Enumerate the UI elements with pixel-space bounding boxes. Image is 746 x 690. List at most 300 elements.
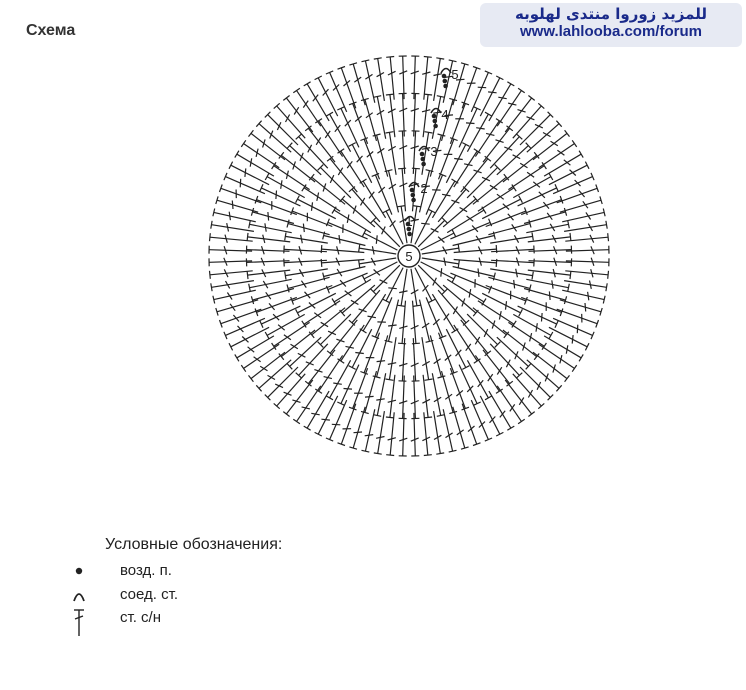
- stitch-s11-r3-2: [341, 325, 364, 361]
- stitch-s13-r5-3-cross: [238, 326, 244, 332]
- stitch-s10-r5-4-cross: [354, 432, 363, 433]
- stitch-s5-r3-2-cross: [514, 280, 515, 289]
- stitch-s10-r2-0: [402, 301, 405, 344]
- stitch-s4-r4-2-top: [570, 233, 571, 241]
- stitch-s0-r4-1: [423, 95, 428, 138]
- stitch-s2-r5-2-cross: [535, 124, 543, 128]
- stitch-s18-r5-1-top: [304, 82, 311, 86]
- stitch-s19-r5-2-top: [374, 58, 382, 59]
- stitch-s12-r4-3: [281, 330, 315, 357]
- stitch-s9-r3-1: [422, 337, 429, 380]
- stitch-s17-r5-4-top: [283, 96, 289, 101]
- chain-dot-r4-0: [432, 114, 437, 119]
- stitch-s10-r4-2-cross: [376, 399, 384, 400]
- stitch-s4-r5-4: [566, 250, 609, 251]
- stitch-s6-r4-2-cross: [536, 323, 537, 332]
- stitch-s17-r5-2: [268, 115, 298, 145]
- stitch-s5-r4-2: [526, 279, 568, 287]
- stitch-s17-r5-3-cross: [286, 115, 290, 123]
- stitch-s1-r5-4: [497, 91, 521, 127]
- stitch-s13-r3-2-cross: [305, 292, 311, 298]
- stitch-s15-r5-1-top: [210, 233, 211, 241]
- stitch-s1-r1-0-cross: [421, 223, 430, 224]
- stitch-s2-r4-3: [503, 155, 537, 182]
- stitch-s19-r4-2: [390, 95, 395, 138]
- stitch-s8-r4-3-cross: [456, 390, 463, 396]
- stitch-s10-r5-3-cross: [365, 435, 374, 436]
- stitch-s0-r5-1-top: [424, 57, 432, 58]
- stitch-s6-r4-3: [508, 322, 544, 346]
- stitch-s17-r2-0-cross: [353, 206, 356, 214]
- stitch-s6-r5-3-cross: [566, 345, 568, 353]
- stitch-s4-r4-2: [528, 237, 571, 242]
- stitch-s18-r4-3-cross: [355, 116, 362, 122]
- stitch-s3-r1-0: [421, 233, 454, 250]
- stitch-s12-r5-3-cross: [268, 375, 276, 379]
- stitch-s8-r1-0-cross: [423, 285, 429, 291]
- stitch-s2-r5-4: [533, 133, 567, 159]
- stitch-s16-r5-3-cross: [250, 158, 252, 166]
- stitch-s10-r3-1-cross: [388, 363, 396, 365]
- stitch-s19-r3-2: [402, 131, 404, 174]
- stitch-s14-r5-4: [209, 261, 252, 262]
- stitch-s19-r2-1: [402, 169, 405, 212]
- stitch-s12-r3-1: [321, 314, 351, 344]
- stitch-s8-r5-4-cross: [468, 426, 475, 432]
- stitch-s19-r3-1-top: [386, 132, 394, 133]
- stitch-s15-r5-1: [210, 237, 253, 241]
- stitch-s3-r2-1-cross: [472, 226, 478, 232]
- stitch-s8-r1-0: [415, 268, 432, 301]
- stitch-s10-r5-3: [365, 409, 374, 451]
- stitch-s16-r5-2-cross: [245, 168, 246, 177]
- stitch-s1-r3-1-cross: [454, 159, 463, 160]
- stitch-s16-r3-2: [304, 188, 340, 211]
- stitch-s18-r3-2-cross: [367, 152, 373, 158]
- stitch-s16-r2-0: [328, 222, 368, 239]
- stitch-s11-r1-0: [386, 268, 403, 301]
- stitch-s17-r1-0-cross: [382, 227, 386, 235]
- stitch-s13-r1-0-cross: [374, 270, 380, 276]
- stitch-s14-r1-0-top: [359, 260, 360, 268]
- legend-item-slip-stitch: [72, 585, 332, 607]
- chain-dot-r2-1: [411, 193, 416, 198]
- stitch-s16-r1-0-cross: [376, 235, 377, 244]
- stitch-s4-r4-1: [526, 224, 568, 232]
- stitch-s5-r5-4: [560, 300, 601, 312]
- stitch-s6-r5-3: [544, 336, 581, 358]
- stitch-s1-r5-0: [462, 68, 477, 109]
- stitch-s12-r4-2-cross: [298, 353, 306, 357]
- stitch-s14-r3-2: [284, 260, 327, 262]
- stitch-s19-r3-1: [389, 132, 396, 175]
- stitch-s0-r5-2: [434, 59, 441, 101]
- stitch-s9-r2-1: [413, 301, 416, 344]
- stitch-s18-r4-2-cross: [345, 120, 351, 126]
- stitch-s4-r5-3: [565, 237, 608, 241]
- stitch-s2-r5-3-cross: [543, 133, 551, 137]
- chain-dot-r4-2: [433, 124, 438, 129]
- chain-dot-r3-0: [420, 152, 425, 157]
- stitch-s18-r5-0-top: [293, 88, 300, 93]
- stitch-s8-r5-1: [489, 391, 511, 428]
- stitch-s10-r4-3-cross: [365, 396, 374, 397]
- stitch-s6-r1-0-cross: [441, 268, 442, 277]
- stitch-s12-r5-2: [268, 367, 298, 397]
- stitch-s14-r3-1: [285, 269, 328, 276]
- stitch-s8-r2-1-cross: [433, 319, 439, 325]
- stitch-s1-r5-3-cross: [498, 97, 506, 99]
- chain-dot-r3-2: [421, 162, 426, 167]
- stitch-s10-r5-0: [403, 413, 404, 456]
- stitch-s11-r2-1: [363, 294, 386, 331]
- stitch-s14-r2-0: [324, 267, 366, 277]
- stitch-s5-r3-1: [490, 269, 533, 276]
- stitch-s16-r3-1-cross: [312, 202, 313, 211]
- stitch-s7-r1-0-cross: [433, 278, 437, 286]
- stitch-s0-r4-0: [414, 94, 416, 137]
- stitch-s8-r4-1-top: [485, 396, 492, 400]
- stitch-s2-r5-4-top: [565, 130, 570, 136]
- stitch-s11-r2-1-cross: [368, 316, 376, 318]
- stitch-s11-r4-2: [330, 360, 351, 398]
- stitch-s13-r5-4-cross: [233, 315, 239, 322]
- stitch-s2-r5-3: [527, 124, 559, 153]
- stitch-s2-r2-1: [443, 199, 476, 227]
- stitch-s10-r4-3: [365, 371, 377, 412]
- stitch-s15-r2-0: [322, 249, 365, 252]
- stitch-s14-r2-1: [322, 260, 365, 263]
- stitch-s17-r5-1: [259, 124, 291, 153]
- stitch-s9-r4-2: [423, 375, 428, 418]
- stitch-s14-r5-1: [214, 290, 256, 299]
- stitch-s18-r1-0-cross: [390, 221, 396, 227]
- stitch-s3-r3-0: [478, 188, 514, 211]
- stitch-s18-r4-1-top: [326, 112, 333, 116]
- stitch-s6-r4-2: [513, 314, 551, 335]
- stitch-s5-r3-2: [488, 277, 530, 288]
- stitch-s5-r5-2-top: [606, 283, 607, 291]
- stitch-s15-r3-1: [285, 236, 328, 243]
- stitch-s1-r2-1: [432, 181, 455, 218]
- round-label-4: 4: [441, 107, 449, 122]
- stitch-s11-r2-0: [375, 297, 392, 337]
- stitch-s1-r4-1-cross: [466, 123, 475, 124]
- stitch-s4-r3-2: [491, 249, 534, 251]
- round-label-5: 5: [451, 67, 459, 82]
- stitch-s12-r5-0-top: [283, 412, 289, 417]
- slip-stitch-arc-icon: [72, 585, 88, 607]
- stitch-s3-r2-0: [447, 210, 484, 233]
- stitch-s6-r5-4: [539, 344, 575, 368]
- stitch-s1-r2-0: [426, 175, 443, 215]
- stitch-s17-r5-3: [277, 106, 306, 138]
- stitch-s16-r3-1-top: [296, 196, 300, 203]
- stitch-s6-r5-3-top: [579, 354, 583, 361]
- stitch-s3-r4-1-top: [549, 173, 553, 180]
- stitch-s6-r5-2-cross: [572, 335, 573, 344]
- stitch-s9-r5-0: [453, 407, 465, 448]
- stitch-s18-r3-1-cross: [357, 156, 363, 162]
- stitch-s11-r1-0-cross: [388, 288, 397, 289]
- stitch-s12-r4-1: [299, 344, 328, 376]
- stitch-s13-r3-0: [304, 301, 340, 324]
- stitch-s7-r5-2: [520, 367, 550, 397]
- stitch-s6-r5-4-top: [572, 365, 577, 372]
- stitch-s17-r3-1: [321, 168, 351, 198]
- stitch-s0-r5-2-top: [436, 58, 444, 59]
- stitch-s18-r3-1-top: [349, 143, 356, 147]
- stitch-s10-r3-2-cross: [377, 361, 386, 362]
- stitch-s9-r5-1: [443, 409, 452, 451]
- stitch-s19-r4-1-top: [373, 96, 381, 98]
- stitch-s8-r3-2-cross: [445, 355, 451, 361]
- stitch-s5-r5-0: [566, 261, 609, 262]
- stitch-s18-r2-1: [375, 175, 392, 215]
- chain-dot-r3-1: [421, 157, 426, 162]
- chain-dot-r2-2: [411, 198, 416, 203]
- stitch-s15-r2-1: [324, 236, 366, 246]
- stitch-s10-r3-0: [402, 338, 404, 381]
- stitch-s10-r4-1: [390, 375, 395, 418]
- stitch-s1-r5-3-top: [507, 82, 514, 86]
- stitch-s15-r3-0: [284, 249, 327, 251]
- stitch-s7-r3-1-cross: [484, 329, 488, 337]
- stitch-s13-r2-1: [328, 273, 368, 290]
- stitch-s15-r4-2-top: [249, 220, 251, 228]
- stitch-s11-r4-2-cross: [333, 383, 342, 384]
- stitch-s2-r5-0-top: [528, 96, 534, 101]
- stitch-s14-r4-2: [248, 270, 291, 275]
- stitch-s3-r3-1-cross: [503, 204, 509, 210]
- stitch-s4-r5-2-top: [606, 221, 607, 229]
- stitch-s15-r5-3: [214, 212, 256, 221]
- stitch-s13-r4-1-top: [265, 332, 269, 339]
- stitch-s6-r2-1-cross: [469, 289, 471, 297]
- stitch-s13-r2-1-cross: [340, 280, 346, 286]
- stitch-s8-r2-1: [426, 297, 443, 337]
- chain-dot-r4-1: [433, 119, 438, 124]
- stitch-s2-r3-1-cross: [482, 177, 490, 181]
- stitch-s16-r4-2-top: [265, 173, 269, 180]
- stitch-s9-r4-1-top: [437, 415, 445, 417]
- stitch-s0-r5-1: [424, 57, 428, 100]
- stitch-s0-r5-0: [414, 56, 415, 99]
- center-ring-label: 5: [405, 249, 413, 264]
- stitch-s19-r4-3: [403, 94, 405, 137]
- stitch-s6-r2-0: [450, 273, 490, 290]
- stitch-s12-r3-1-cross: [328, 331, 336, 335]
- stitch-s16-r4-2-cross: [281, 180, 282, 189]
- stitch-s16-r5-0: [221, 188, 261, 203]
- stitch-s19-r5-0: [353, 64, 365, 105]
- stitch-s17-r4-1-cross: [300, 153, 303, 161]
- stitch-s5-r2-0: [454, 260, 497, 263]
- stitch-s7-r5-2-cross: [537, 382, 541, 390]
- stitch-s18-r5-1: [307, 84, 329, 121]
- stitch-s6-r4-1-cross: [542, 313, 543, 322]
- stitch-s6-r1-0: [421, 262, 454, 279]
- stitch-s9-r3-1-top: [425, 379, 433, 380]
- stitch-s5-r4-0: [529, 261, 572, 263]
- stitch-s8-r5-4: [462, 404, 477, 445]
- stitch-s11-r5-1-cross: [332, 424, 341, 425]
- stitch-s9-r3-2: [413, 338, 415, 381]
- stitch-s4-r5-1: [562, 212, 604, 221]
- stitch-s7-r4-1: [497, 337, 529, 366]
- stitch-s15-r5-4-cross: [232, 201, 233, 210]
- stitch-s0-r3-1-top: [425, 132, 433, 133]
- stitch-s11-r4-1-cross: [344, 389, 353, 390]
- stitch-s0-r1-0-top: [413, 206, 421, 207]
- stitch-s15-r5-2-top: [211, 221, 212, 229]
- stitch-s18-r2-0: [363, 181, 386, 218]
- stitch-s2-r4-1-cross: [504, 147, 512, 150]
- stitch-s5-r2-1: [453, 267, 495, 277]
- stitch-s12-r5-1-cross: [284, 392, 292, 395]
- stitch-s14-r5-0: [217, 300, 258, 312]
- stitch-s19-r4-0: [365, 100, 377, 141]
- stitch-s10-r5-2-top: [374, 453, 382, 454]
- stitch-s14-r5-3: [210, 271, 253, 275]
- stitch-s5-r4-2-top: [568, 284, 570, 292]
- stitch-s10-r2-1-cross: [388, 325, 397, 326]
- stitch-s3-r5-4-cross: [579, 191, 585, 198]
- stitch-s12-r1-0: [373, 265, 399, 291]
- stitch-s15-r4-2: [250, 224, 292, 232]
- stitch-s16-r2-1: [334, 210, 371, 233]
- stitch-s11-r5-3: [307, 391, 329, 428]
- stitch-s13-r4-3-cross: [269, 303, 275, 310]
- stitch-s17-r5-1-cross: [270, 131, 273, 139]
- stitch-s7-r4-2: [490, 344, 519, 376]
- stitch-s0-r4-1-top: [424, 94, 432, 95]
- stitch-s15-r3-1-top: [285, 233, 286, 241]
- stitch-s0-r3-0: [413, 131, 415, 174]
- stitch-s5-r1-0-cross: [444, 258, 446, 266]
- stitch-s18-r5-3-cross: [333, 85, 339, 91]
- stitch-s5-r3-1-cross: [516, 269, 518, 277]
- stitch-s9-r5-2-top: [436, 453, 444, 454]
- stitch-s2-r1-0-cross: [431, 229, 439, 233]
- stitch-s3-r4-3-cross: [543, 202, 549, 209]
- stitch-s4-r2-0: [453, 236, 495, 246]
- stitch-s7-r5-4: [505, 380, 531, 414]
- stitch-s15-r2-1-cross: [339, 235, 340, 244]
- stitch-s5-r5-2: [564, 281, 606, 288]
- stitch-s11-r5-0: [341, 404, 356, 445]
- stitch-s4-r2-1: [454, 249, 497, 252]
- stitch-s16-r1-0: [364, 233, 397, 250]
- stitch-s10-r4-0: [403, 376, 405, 419]
- stitch-s18-r5-4: [341, 68, 356, 109]
- stitch-s15-r4-2-cross: [265, 223, 266, 231]
- stitch-s15-r4-0: [247, 250, 290, 252]
- stitch-s7-r5-3-cross: [528, 390, 532, 398]
- stitch-s8-r5-3-cross: [479, 422, 485, 428]
- stitch-s7-r4-3: [483, 350, 510, 384]
- stitch-s9-r4-0: [442, 371, 454, 412]
- stitch-s10-r5-4: [353, 407, 365, 448]
- stitch-s3-r4-2-cross: [539, 192, 545, 198]
- stitch-s12-r2-1: [342, 285, 375, 313]
- stitch-s10-r4-1-top: [386, 417, 394, 418]
- stitch-s16-r5-3: [237, 154, 274, 176]
- stitch-s18-r5-2-cross: [323, 89, 329, 95]
- stitch-s8-r3-1-top: [462, 366, 469, 370]
- stitch-s11-r5-3-cross: [311, 413, 319, 415]
- stitch-s16-r4-1-cross: [276, 191, 277, 200]
- stitch-s3-r5-1: [544, 154, 581, 176]
- stitch-s9-r5-3-top: [424, 455, 432, 456]
- stitch-s3-r2-1: [450, 222, 490, 239]
- stitch-s9-r5-2: [434, 411, 441, 453]
- stitch-s15-r3-2-cross: [303, 224, 304, 233]
- stitch-s9-r5-3: [424, 412, 428, 455]
- stitch-s11-r5-2-cross: [321, 419, 330, 420]
- stitch-s5-r4-3: [524, 289, 565, 301]
- stitch-s17-r4-2-cross: [308, 145, 312, 153]
- stitch-s10-r3-2: [377, 335, 388, 377]
- stitch-s8-r5-1-top: [507, 426, 514, 430]
- stitch-s15-r5-2: [212, 225, 254, 232]
- round-label-2: 2: [420, 181, 428, 196]
- stitch-s3-r3-1-top: [519, 196, 523, 203]
- stitch-s1-r4-2-top: [485, 112, 492, 116]
- stitch-s15-r1-0-top: [359, 244, 360, 252]
- stitch-s15-r1-0: [359, 248, 396, 254]
- stitch-s7-r2-0-cross: [462, 298, 465, 306]
- stitch-s15-r4-3: [253, 212, 294, 224]
- stitch-s5-r5-4-cross: [585, 303, 586, 312]
- stitch-s2-r5-1-cross: [527, 117, 535, 120]
- stitch-s13-r5-4: [221, 309, 261, 324]
- stitch-s13-r4-2-cross: [273, 314, 279, 320]
- stitch-s5-r2-1-cross: [478, 268, 479, 277]
- stitch-s11-r5-4: [297, 386, 321, 422]
- stitch-s16-r5-4: [244, 144, 280, 168]
- stitch-s18-r1-0: [386, 211, 403, 244]
- stitch-s11-r3-1-cross: [355, 353, 364, 354]
- stitch-s12-r5-2-cross: [275, 384, 283, 388]
- stitch-s17-r3-1-cross: [330, 175, 334, 183]
- stitch-s12-r2-0-cross: [359, 309, 367, 312]
- stitch-s10-r3-1: [389, 337, 396, 380]
- stitch-s6-r3-2: [478, 301, 514, 324]
- stitch-s7-r2-1: [438, 290, 466, 323]
- stitch-s12-r4-1-cross: [306, 362, 314, 365]
- stitch-s19-r5-3: [390, 57, 394, 100]
- stitch-s8-r3-1-cross: [456, 350, 462, 356]
- stitch-s4-r1-0: [422, 248, 459, 254]
- stitch-s3-r1-0-cross: [438, 237, 444, 243]
- stitch-s1-r5-3: [489, 84, 511, 121]
- stitch-s8-r2-0: [432, 294, 455, 331]
- stitch-s19-r1-0-top: [397, 206, 405, 207]
- stitch-s2-r3-1: [467, 168, 497, 198]
- stitch-s5-r1-0-top: [458, 260, 459, 268]
- round-label-3: 3: [430, 144, 438, 159]
- stitch-s13-r2-0: [334, 279, 371, 302]
- watermark-line-arabic: للمزيد زوروا منتدى لهلوبه: [515, 5, 707, 23]
- stitch-s6-r3-1-top: [519, 309, 523, 316]
- stitch-s6-r2-1: [447, 279, 484, 302]
- stitch-s19-r5-1: [365, 61, 374, 103]
- stitch-s9-r2-0: [420, 300, 430, 342]
- chain-dot-r5-1: [443, 79, 448, 84]
- stitch-s5-r1-0: [422, 258, 459, 264]
- stitch-s10-r1-0: [401, 269, 407, 306]
